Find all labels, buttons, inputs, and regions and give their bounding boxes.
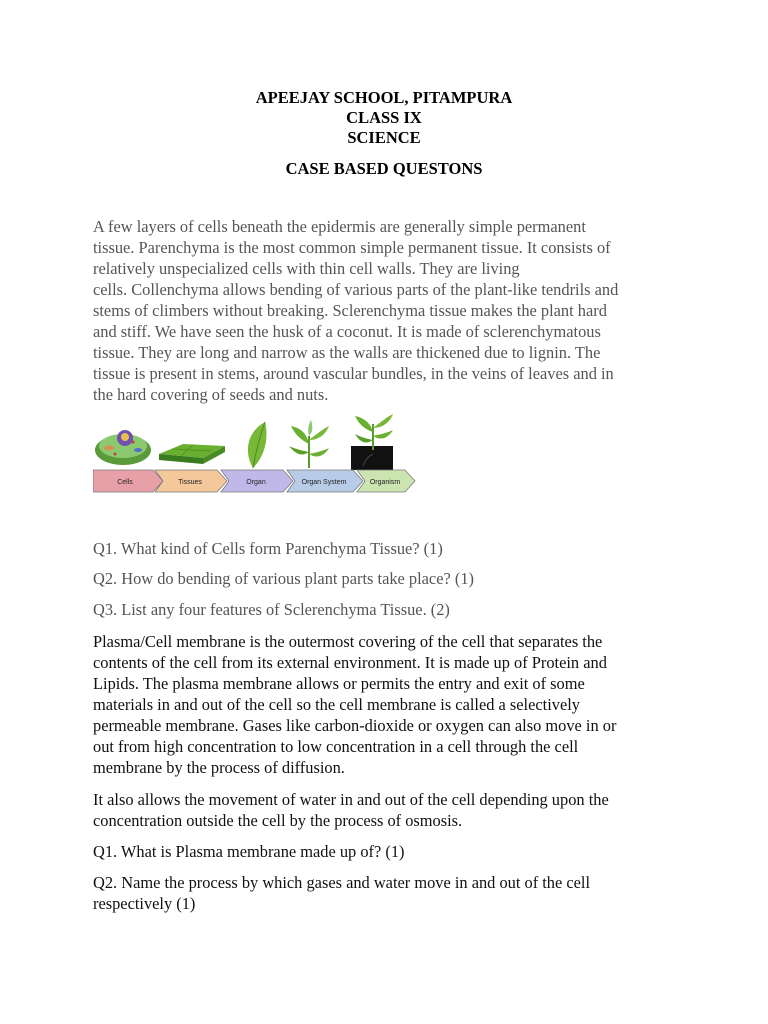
question-line: respectively (1) bbox=[93, 894, 196, 913]
passage-line: membrane by the process of diffusion. bbox=[93, 758, 345, 777]
passage-line: It also allows the movement of water in and out of the cell depending upon the bbox=[93, 790, 609, 809]
case1-passage bbox=[93, 216, 678, 405]
arrow-label: Organ bbox=[246, 479, 266, 486]
passage-line: A few layers of cells beneath the epidermis are generally simple permanent bbox=[93, 217, 586, 236]
case2-question-2 bbox=[93, 872, 678, 914]
passage-line: tissue. Parenchyma is the most common simple permanent tissue. It consists of bbox=[93, 238, 611, 257]
passage-line: Plasma/Cell membrane is the outermost covering of the cell that separates the bbox=[93, 632, 603, 651]
passage-line: concentration outside the cell by the process of osmosis. bbox=[93, 811, 463, 830]
cell-illustration bbox=[95, 430, 151, 465]
arrow-label: Tissues bbox=[178, 479, 202, 486]
class-label: CLASS IX bbox=[346, 108, 422, 127]
tissue-illustration bbox=[159, 444, 225, 464]
arrow-label: Organ System bbox=[301, 479, 347, 486]
organism-illustration bbox=[351, 414, 393, 470]
passage-line: relatively unspecialized cells with thin cell walls. They are living bbox=[93, 259, 520, 278]
passage-line: the hard covering of seeds and nuts. bbox=[93, 385, 329, 404]
passage-line: out from high concentration to low concentration in a cell through the cell bbox=[93, 737, 579, 756]
passage-line: contents of the cell from its external environment. It is made up of Protein and bbox=[93, 653, 607, 672]
case1-question-1: Q1. What kind of Cells form Parenchyma Tissue? (1) bbox=[93, 539, 443, 558]
passage-line: tissue. They are long and narrow as the walls are thickened due to lignin. The bbox=[93, 343, 601, 362]
passage-line: Lipids. The plasma membrane allows or permits the entry and exit of some bbox=[93, 674, 585, 693]
case2-question-1: Q1. What is Plasma membrane made up of? (1) bbox=[93, 842, 405, 861]
case2-passage-2 bbox=[93, 789, 678, 831]
case1-question-3: Q3. List any four features of Sclerenchyma Tissue. (2) bbox=[93, 600, 450, 619]
passage-line: and stiff. We have seen the husk of a coconut. It is made of sclerenchymatous bbox=[93, 322, 601, 341]
section-title: CASE BASED QUESTONS bbox=[285, 159, 483, 178]
school-name: APEEJAY SCHOOL, PITAMPURA bbox=[255, 88, 513, 107]
plant-illustration bbox=[289, 420, 329, 468]
passage-line: tissue is present in stems, around vascular bundles, in the veins of leaves and in bbox=[93, 364, 614, 383]
case2-passage-1 bbox=[93, 631, 678, 778]
leaf-illustration bbox=[248, 422, 267, 468]
passage-line: cells. Collenchyma allows bending of various parts of the plant-like tendrils and bbox=[93, 280, 619, 299]
passage-line: permeable membrane. Gases like carbon-dioxide or oxygen can also move in or bbox=[93, 716, 617, 735]
diagram-arrows bbox=[93, 470, 415, 492]
question-line: Q2. Name the process by which gases and water move in and out of the cell bbox=[93, 873, 591, 892]
levels-of-organization-diagram bbox=[93, 406, 418, 498]
arrow-label: Cells bbox=[117, 479, 133, 486]
case1-question-2: Q2. How do bending of various plant parts take place? (1) bbox=[93, 569, 474, 588]
passage-line: stems of climbers without breaking. Sclerenchyma tissue makes the plant hard bbox=[93, 301, 607, 320]
passage-line: materials in and out of the cell so the cell membrane is called a selectively bbox=[93, 695, 580, 714]
arrow-label: Organism bbox=[369, 479, 401, 486]
subject-label: SCIENCE bbox=[347, 128, 421, 147]
